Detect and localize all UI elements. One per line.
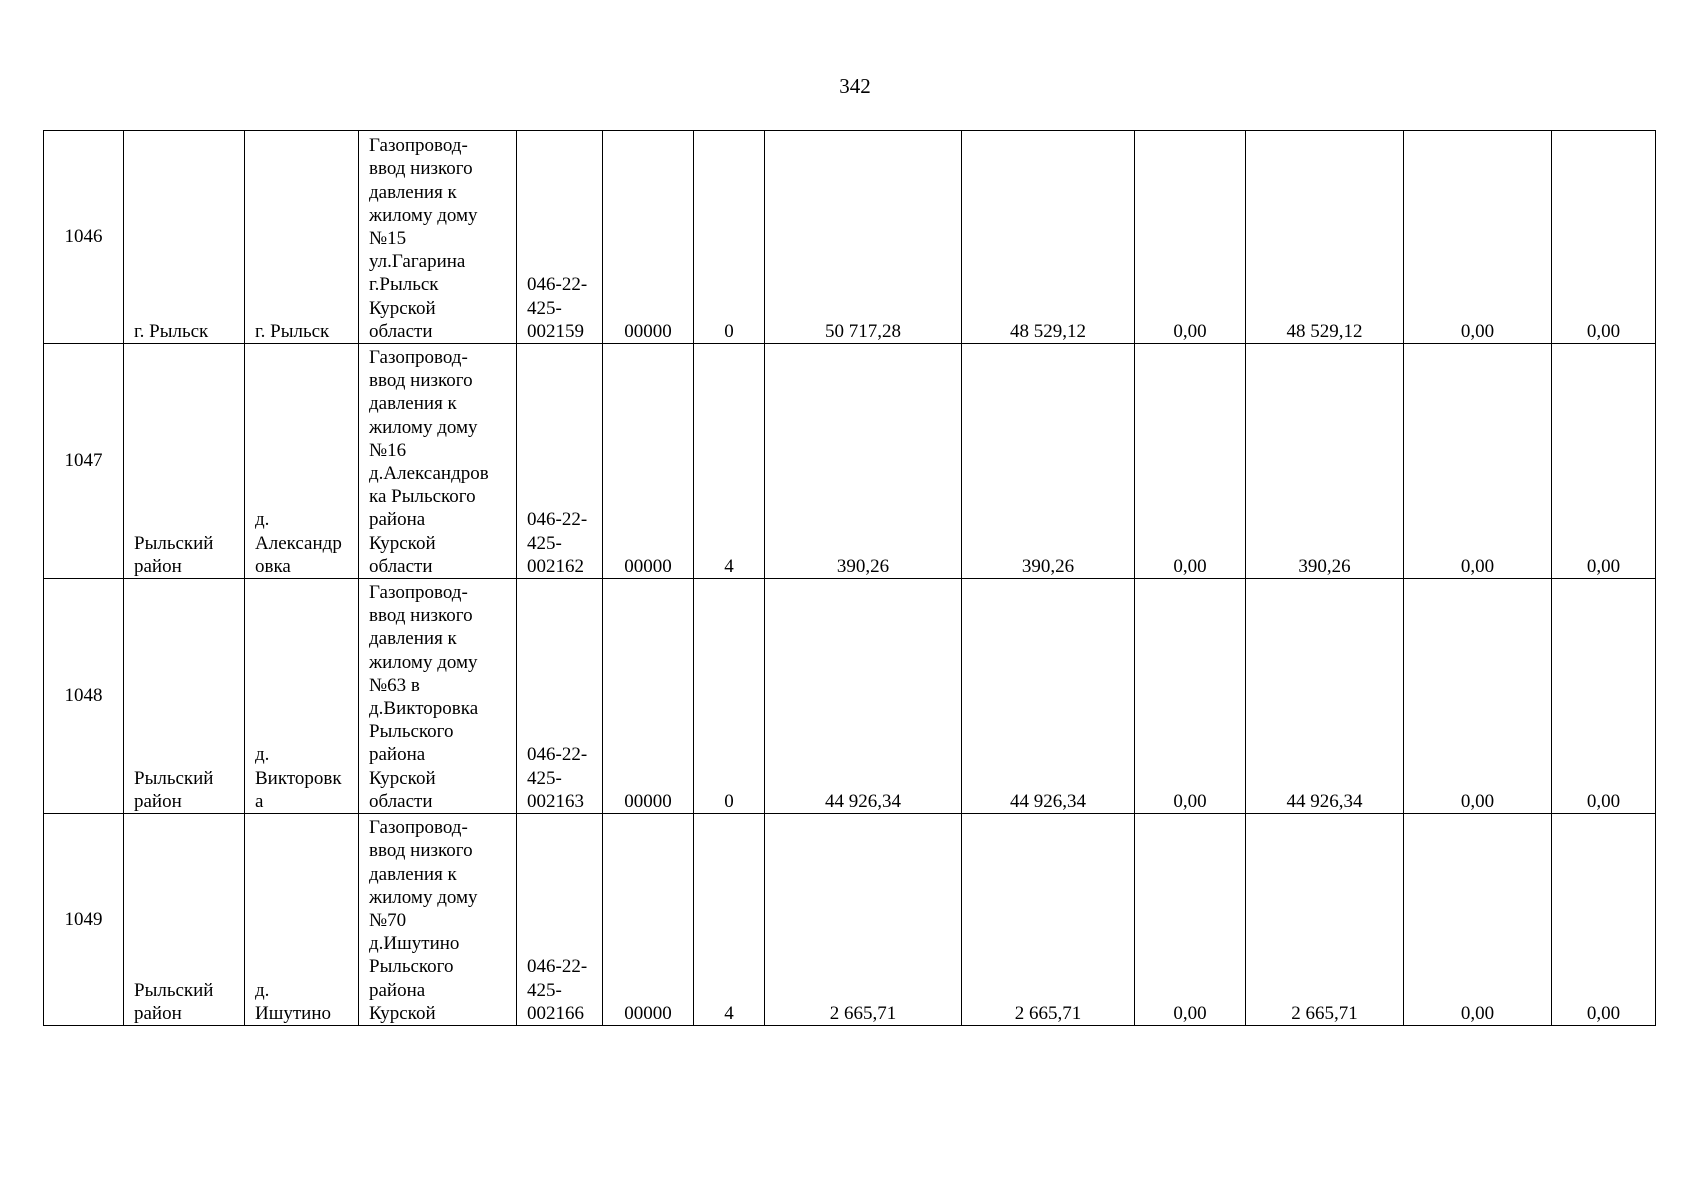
- row-number-cell: [44, 131, 124, 344]
- locality-cell: [245, 344, 359, 579]
- object-name-line: ввод низкого: [369, 370, 473, 392]
- table-row: [44, 344, 1656, 579]
- amount-cell-5: [1404, 344, 1552, 579]
- code-value: 00000: [624, 790, 672, 812]
- amount-cell-3: [1135, 814, 1246, 1026]
- registration-number-line: 002163: [527, 790, 584, 812]
- amount-cell-6: [1552, 814, 1656, 1026]
- object-name-cell: [359, 131, 517, 344]
- amount-cell-2: [962, 344, 1135, 579]
- amount-cell-6: [1552, 344, 1656, 579]
- registration-number-line: 046-22-: [527, 956, 588, 978]
- amount-cell-6: [1552, 131, 1656, 344]
- object-name-line: района: [369, 509, 426, 531]
- amount-cell-5: [1404, 579, 1552, 814]
- amount-value-3: 0,00: [1173, 320, 1207, 342]
- code-value: 00000: [624, 1002, 672, 1024]
- district-line: район: [134, 790, 182, 812]
- object-name-line: района: [369, 979, 426, 1001]
- district-line: Рыльский: [134, 767, 214, 789]
- amount-value-5: 0,00: [1460, 320, 1495, 342]
- object-name-line: д.Александров: [369, 462, 489, 484]
- object-name-line: Газопровод-: [369, 346, 468, 368]
- locality-line: г. Рыльск: [255, 320, 330, 342]
- registration-number-line: 425-: [527, 767, 562, 789]
- district-cell: [124, 344, 245, 579]
- locality-cell: [245, 814, 359, 1026]
- object-name-line: области: [369, 555, 433, 577]
- amount-value-6: 0,00: [1586, 1002, 1621, 1024]
- object-name-line: давления к: [369, 628, 457, 650]
- amount-cell-4: [1246, 344, 1404, 579]
- object-name-line: Газопровод-: [369, 817, 468, 839]
- object-name-line: Газопровод-: [369, 581, 468, 603]
- locality-line: овка: [255, 555, 291, 577]
- object-name-line: ул.Гагарина: [369, 251, 466, 273]
- object-name-line: Курской: [369, 1002, 436, 1024]
- count-cell: [694, 814, 765, 1026]
- count-value: 0: [724, 320, 734, 342]
- registration-number-line: 002166: [527, 1002, 584, 1024]
- table-row: [44, 814, 1656, 1026]
- object-name-line: Рыльского: [369, 721, 454, 743]
- object-name-line: ка Рыльского: [369, 486, 476, 508]
- registration-number-line: 046-22-: [527, 509, 588, 531]
- object-name-line: №63 в: [369, 674, 420, 696]
- object-name-line: №16: [369, 439, 407, 461]
- object-name-line: Рыльского: [369, 956, 454, 978]
- locality-line: Викторовк: [255, 767, 342, 789]
- table-row: [44, 579, 1656, 814]
- object-name-line: д.Ишутино: [369, 933, 460, 955]
- district-line: район: [134, 1002, 182, 1024]
- code-cell: [603, 344, 694, 579]
- amount-cell-1: [765, 131, 962, 344]
- district-line: г. Рыльск: [134, 320, 209, 342]
- registration-number-line: 425-: [527, 979, 562, 1001]
- amount-cell-1: [765, 344, 962, 579]
- count-cell: [694, 579, 765, 814]
- row-number-value: 1046: [64, 226, 103, 248]
- object-name-line: жилому дому: [369, 886, 478, 908]
- amount-cell-6: [1552, 579, 1656, 814]
- row-number-cell: [44, 814, 124, 1026]
- amount-value-1: 50 717,28: [825, 320, 901, 342]
- object-name-line: ввод низкого: [369, 840, 473, 862]
- object-name-line: Курской: [369, 532, 436, 554]
- object-name-line: давления к: [369, 863, 457, 885]
- code-cell: [603, 131, 694, 344]
- locality-line: Ишутино: [255, 1002, 331, 1024]
- amount-cell-5: [1404, 814, 1552, 1026]
- locality-cell: [245, 579, 359, 814]
- amount-cell-3: [1135, 344, 1246, 579]
- table-row: [44, 131, 1656, 344]
- object-name-line: г.Рыльск: [369, 274, 439, 296]
- registry-table: [43, 130, 1656, 1026]
- object-name-line: №70: [369, 909, 407, 931]
- locality-line: д.: [255, 509, 270, 531]
- district-line: Рыльский: [134, 979, 214, 1001]
- object-name-line: области: [369, 320, 433, 342]
- object-name-line: давления к: [369, 181, 457, 203]
- locality-line: Александр: [255, 532, 342, 554]
- code-value: 00000: [624, 555, 672, 577]
- amount-value-2: 2 665,71: [1014, 1002, 1082, 1024]
- page-number: 342: [839, 74, 871, 98]
- object-name-line: Газопровод-: [369, 135, 468, 157]
- amount-value-5: 0,00: [1460, 790, 1495, 812]
- registration-number-line: 046-22-: [527, 744, 588, 766]
- amount-value-6: 0,00: [1586, 555, 1621, 577]
- code-cell: [603, 579, 694, 814]
- count-cell: [694, 131, 765, 344]
- registration-number-cell: [517, 344, 603, 579]
- amount-value-6: 0,00: [1586, 320, 1621, 342]
- locality-line: д.: [255, 744, 270, 766]
- amount-value-3: 0,00: [1173, 555, 1207, 577]
- registration-number-cell: [517, 814, 603, 1026]
- row-number-cell: [44, 579, 124, 814]
- row-number-cell: [44, 344, 124, 579]
- object-name-line: д.Викторовка: [369, 697, 479, 719]
- object-name-line: ввод низкого: [369, 158, 473, 180]
- district-line: Рыльский: [134, 532, 214, 554]
- count-value: 0: [724, 790, 734, 812]
- count-value: 4: [724, 1002, 734, 1024]
- row-number-value: 1049: [64, 908, 103, 930]
- district-cell: [124, 131, 245, 344]
- object-name-line: Курской: [369, 297, 436, 319]
- row-number-value: 1047: [64, 450, 103, 472]
- object-name-line: №15: [369, 227, 407, 249]
- registration-number-cell: [517, 131, 603, 344]
- code-cell: [603, 814, 694, 1026]
- amount-cell-3: [1135, 579, 1246, 814]
- locality-line: д.: [255, 979, 270, 1001]
- amount-cell-4: [1246, 131, 1404, 344]
- amount-value-4: 2 665,71: [1291, 1002, 1358, 1024]
- amount-value-4: 44 926,34: [1286, 790, 1363, 812]
- amount-cell-5: [1404, 131, 1552, 344]
- registration-number-line: 002162: [527, 555, 584, 577]
- object-name-cell: [359, 344, 517, 579]
- amount-value-5: 0,00: [1460, 555, 1495, 577]
- object-name-line: Курской: [369, 767, 436, 789]
- district-cell: [124, 814, 245, 1026]
- row-number-value: 1048: [64, 685, 103, 707]
- registration-number-cell: [517, 579, 603, 814]
- amount-value-4: 390,26: [1298, 555, 1351, 577]
- registration-number-line: 002159: [527, 320, 584, 342]
- object-name-cell: [359, 579, 517, 814]
- count-value: 4: [724, 555, 734, 577]
- amount-value-3: 0,00: [1173, 790, 1207, 812]
- amount-value-2: 44 926,34: [1010, 790, 1086, 812]
- amount-cell-1: [765, 579, 962, 814]
- object-name-line: жилому дому: [369, 651, 478, 673]
- amount-value-2: 48 529,12: [1010, 320, 1086, 342]
- object-name-line: жилому дому: [369, 204, 478, 226]
- district-cell: [124, 579, 245, 814]
- object-name-line: ввод низкого: [369, 605, 473, 627]
- locality-cell: [245, 131, 359, 344]
- object-name-line: района: [369, 744, 426, 766]
- table-body: [44, 131, 1656, 1026]
- amount-cell-3: [1135, 131, 1246, 344]
- amount-value-2: 390,26: [1021, 555, 1075, 577]
- amount-cell-1: [765, 814, 962, 1026]
- registration-number-line: 425-: [527, 297, 562, 319]
- amount-value-1: 390,26: [836, 555, 890, 577]
- locality-line: а: [255, 790, 264, 812]
- amount-value-4: 48 529,12: [1286, 320, 1363, 342]
- object-name-line: давления к: [369, 393, 457, 415]
- registration-number-line: 425-: [527, 532, 562, 554]
- amount-value-6: 0,00: [1586, 790, 1621, 812]
- amount-value-5: 0,00: [1460, 1002, 1495, 1024]
- amount-value-1: 2 665,71: [829, 1002, 897, 1024]
- amount-cell-4: [1246, 579, 1404, 814]
- object-name-line: жилому дому: [369, 416, 478, 438]
- registration-number-line: 046-22-: [527, 274, 588, 296]
- district-line: район: [134, 555, 182, 577]
- amount-cell-2: [962, 814, 1135, 1026]
- amount-value-1: 44 926,34: [825, 790, 901, 812]
- code-value: 00000: [624, 320, 672, 342]
- count-cell: [694, 344, 765, 579]
- object-name-cell: [359, 814, 517, 1026]
- amount-cell-2: [962, 131, 1135, 344]
- amount-value-3: 0,00: [1173, 1002, 1207, 1024]
- amount-cell-4: [1246, 814, 1404, 1026]
- amount-cell-2: [962, 579, 1135, 814]
- object-name-line: области: [369, 790, 433, 812]
